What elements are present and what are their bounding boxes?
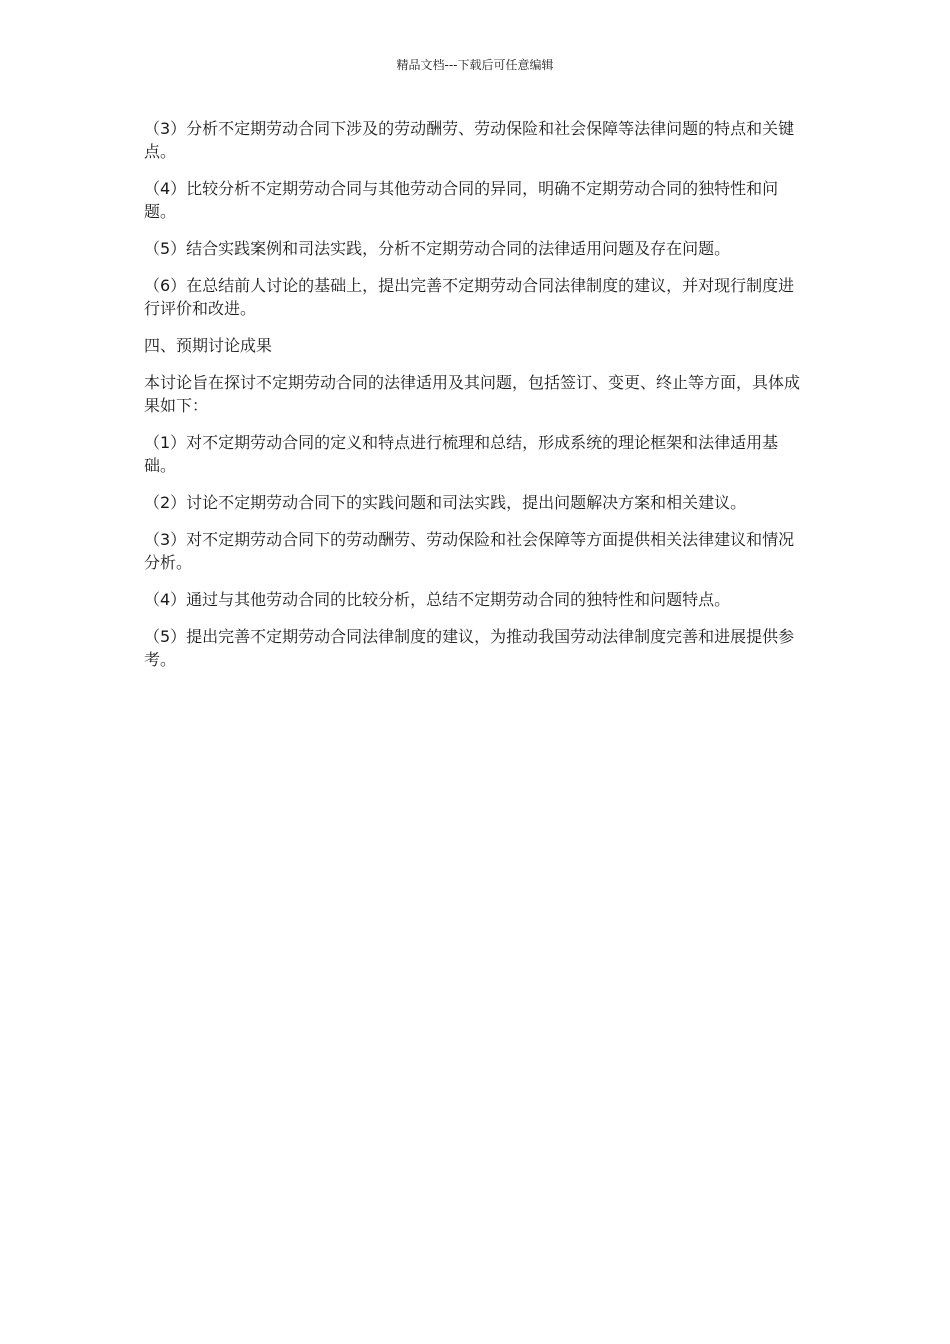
paragraph-analysis-5: （5）结合实践案例和司法实践，分析不定期劳动合同的法律适用问题及存在问题。 — [144, 239, 731, 258]
result-item-4: （4）通过与其他劳动合同的比较分析，总结不定期劳动合同的独特性和问题特点。 — [144, 590, 731, 609]
paragraph-analysis-3: （3）分析不定期劳动合同下涉及的劳动酬劳、劳动保险和社会保障等法律问题的特点和关键点。 — [144, 119, 795, 161]
result-item-3: （3）对不定期劳动合同下的劳动酬劳、劳动保险和社会保障等方面提供相关法律建议和情况分析。 — [144, 530, 795, 572]
result-item-1: （1）对不定期劳动合同的定义和特点进行梳理和总结，形成系统的理论框架和法律适用基础。 — [144, 433, 779, 475]
document-body — [144, 117, 808, 685]
section-intro: 本讨论旨在探讨不定期劳动合同的法律适用及其问题，包括签订、变更、终止等方面，具体成果如下： — [144, 373, 801, 415]
page-header: 精品文档---下载后可任意编辑 — [396, 58, 554, 72]
result-item-2: （2）讨论不定期劳动合同下的实践问题和司法实践，提出问题解决方案和相关建议。 — [144, 493, 747, 512]
paragraph-analysis-4: （4）比较分析不定期劳动合同与其他劳动合同的异同，明确不定期劳动合同的独特性和问题。 — [144, 179, 779, 221]
section-title-expected-results: 四、预期讨论成果 — [144, 336, 273, 355]
paragraph-analysis-6: （6）在总结前人讨论的基础上，提出完善不定期劳动合同法律制度的建议，并对现行制度进行评价和改进。 — [144, 276, 795, 318]
result-item-5: （5）提出完善不定期劳动合同法律制度的建议，为推动我国劳动法律制度完善和进展提供参考。 — [144, 627, 795, 669]
